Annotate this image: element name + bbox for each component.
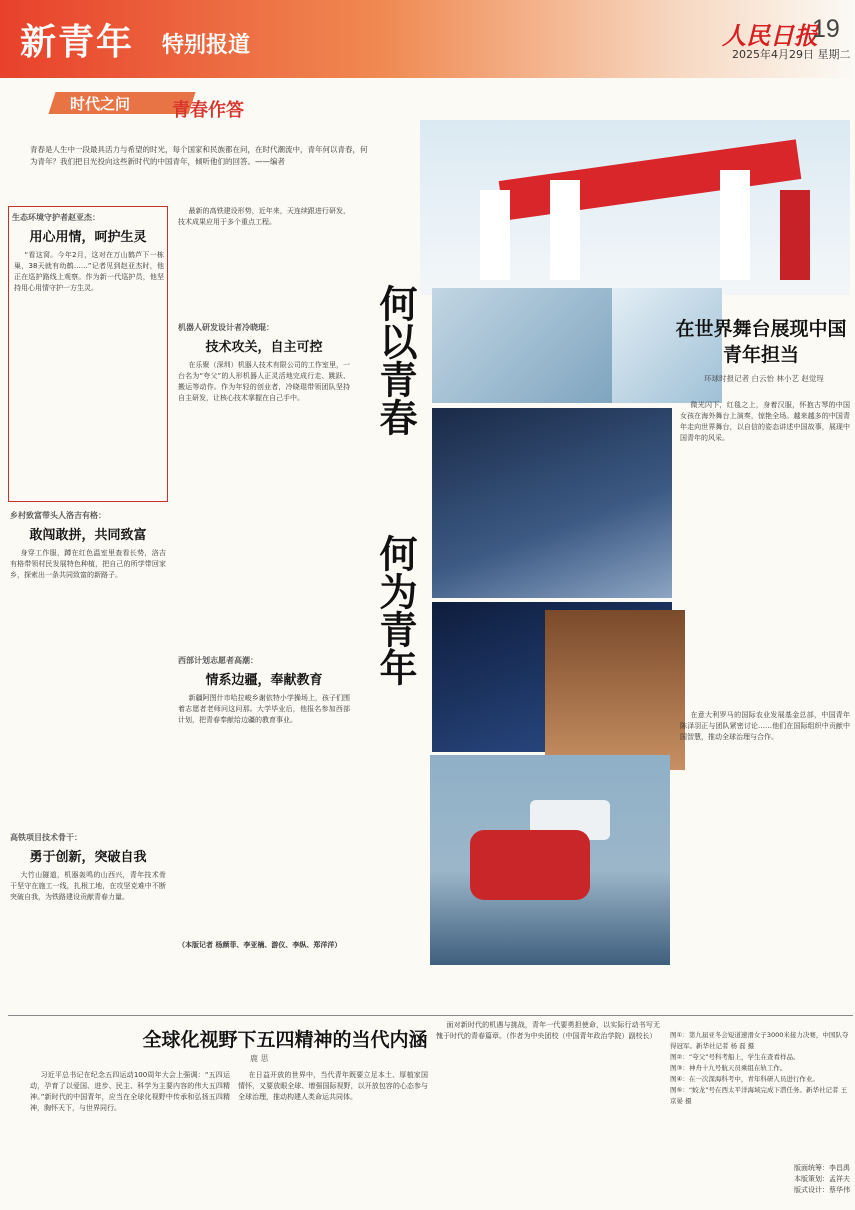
- photo-skaters: [420, 120, 850, 295]
- caption-3: 图③：神舟十九号航天员乘组在轨工作。: [670, 1064, 787, 1072]
- headline-5: 情系边疆，奉献教育: [205, 673, 323, 688]
- bottom-text-3: 面对新时代的机遇与挑战，青年一代要勇担使命，以实际行动书写无愧于时代的青春篇章。（作者为中央团校（中国青年政治学院）副校长）: [436, 1021, 660, 1040]
- editor-1: 版面统筹：李昌禹: [794, 1164, 850, 1172]
- kicker-3: 高铁项目技术骨干：: [10, 833, 82, 842]
- kicker-4: 机器人研发设计者冷晓琨：: [178, 323, 274, 332]
- bottom-text-2: 在日益开放的世界中，当代青年既要立足本土、厚植家国情怀，又要放眼全球、增强国际视野，以开放包容的心态参与全球治理，推动构建人类命运共同体。: [238, 1071, 428, 1101]
- headline-4: 技术攻关，自主可控: [205, 340, 323, 355]
- brand-title: 新青年: [20, 21, 135, 63]
- brand-subtitle: 特别报道: [162, 33, 251, 58]
- main-title-line1: 何以青春: [373, 284, 418, 436]
- photo-captions: [670, 1030, 850, 1107]
- headline-3: 勇于创新，突破自我: [29, 850, 147, 865]
- col2-text-1: 最新的高铁建设形势，近年来，天连续跟进行研发，技术成果应用于多个重点工程。: [178, 207, 350, 226]
- col2-text-3: 新疆阿图什市哈拉峻乡谢依特小学操场上，孩子们围着志愿者老师问这问那。大学毕业后，他报名参加西部计划，把青春奉献给边疆的教育事业。: [178, 694, 350, 724]
- bottom-headline: 全球化视野下五四精神的当代内涵: [142, 1029, 428, 1051]
- kicker-5: 西部计划志愿者高潮：: [178, 656, 258, 665]
- main-title-line2: 何为青年: [373, 534, 418, 686]
- photo-lab: [432, 288, 612, 403]
- issue-date: 2025年4月29日 星期二: [732, 48, 851, 61]
- editor-3: 版式设计：蔡华伟: [794, 1186, 850, 1194]
- kicker-1: 生态环境守护者赵亚杰：: [12, 213, 100, 222]
- caption-4: 图④：在一次深海科考中，青年科研人员进行作业。: [670, 1075, 819, 1083]
- headline-1: 用心用情，呵护生灵: [29, 230, 147, 245]
- bottom-text-1: 习近平总书记在纪念五四运动100周年大会上强调：“五四运动，孕育了以爱国、进步、民主、科学为主要内容的伟大五四精神。”新时代的中国青年，应当在全球化视野中传承和弘扬五四精神，胸怀天下，与世界同行。: [30, 1071, 230, 1112]
- bottom-author: 鹿 思: [250, 1054, 269, 1063]
- submersible-body: [470, 830, 590, 900]
- newspaper-logo: 人民日报: [722, 21, 818, 50]
- intro-text: 青春是人生中一段最具活力与希望的时光，每个国家和民族都在问，在时代潮流中，青年何以青春，何为青年？我们把目光投向这些新时代的中国青年，倾听他们的回答。——编者: [30, 145, 368, 166]
- story-1-text: “看这窝。今年2月，这对在万山鹤芦下一栋巢，38天就有幼鹤……”记者见到赵亚杰时，他正在巡护路线上观察。作为新一代巡护员，他坚持用心用情守护一方生灵。: [14, 251, 164, 292]
- caption-1: 图①：第九届亚冬会短道速滑女子3000米接力决赛，中国队夺得冠军。新华社记者 杨 磊 摄: [670, 1031, 849, 1050]
- headline-2: 敢闯敢拼，共同致富: [29, 528, 147, 543]
- right-byline: 环球时报记者 白云怡 林小艺 赵觉珵: [704, 374, 824, 383]
- col2-text-2: 在乐聚（深圳）机器人技术有限公司的工作室里，一台名为“夸父”的人形机器人正灵活地完成行走、跳跃、搬运等动作。作为年轻的创业者，冷晓琨带领团队坚持自主研发，让核心技术掌握在自己手中。: [178, 361, 350, 402]
- page-number: 19: [812, 15, 840, 43]
- right-text-1: 微光闪下，红毯之上，身着汉服，怀抱古琴的中国女孩在海外舞台上演奏，惊艳全场。越来越多的中国青年走向世界舞台，以自信的姿态讲述中国故事，展现中国青年的风采。: [680, 401, 850, 442]
- kicker-2: 乡村致富带头人洛吉有格：: [10, 511, 106, 520]
- caption-5: 图⑤：“蛟龙”号在西太平洋海域完成下潜任务。新华社记者 王京晏 摄: [670, 1086, 848, 1105]
- reporters-credit: （本版记者 杨颜菲、李亚楠、游仪、李纵、郑洋洋）: [178, 941, 342, 949]
- caption-2: 图②：“夸父”号科考船上，学生在查看样品。: [670, 1053, 800, 1061]
- bottom-rule: [8, 1015, 853, 1016]
- story-2-text: 身穿工作服，蹲在红色温室里查看长势，洛吉有格带领村民发展特色种植，把自己的所学带回家乡，探索出一条共同致富的新路子。: [10, 549, 166, 579]
- editor-2: 本版策划：孟祥夫: [794, 1175, 850, 1183]
- photo-researcher: [545, 610, 685, 770]
- section-label: 时代之问: [70, 95, 131, 113]
- section-label-2: 青春作答: [172, 100, 244, 121]
- editor-credits: [720, 1163, 850, 1196]
- right-text-2: 在意大利罗马的国际农业发展基金总部，中国青年陈泽羽正与团队紧密讨论……他们在国际组织中贡献中国智慧，推动全球治理与合作。: [680, 711, 850, 741]
- right-headline: 在世界舞台展现中国青年担当: [675, 318, 847, 366]
- story-3-text: 大竹山隧道，机器轰鸣的山西兴，青年技术骨干坚守在施工一线，扎根工地，在攻坚克难中不断突破自我，为铁路建设贡献青春力量。: [10, 871, 166, 901]
- photo-astronauts: [432, 408, 672, 598]
